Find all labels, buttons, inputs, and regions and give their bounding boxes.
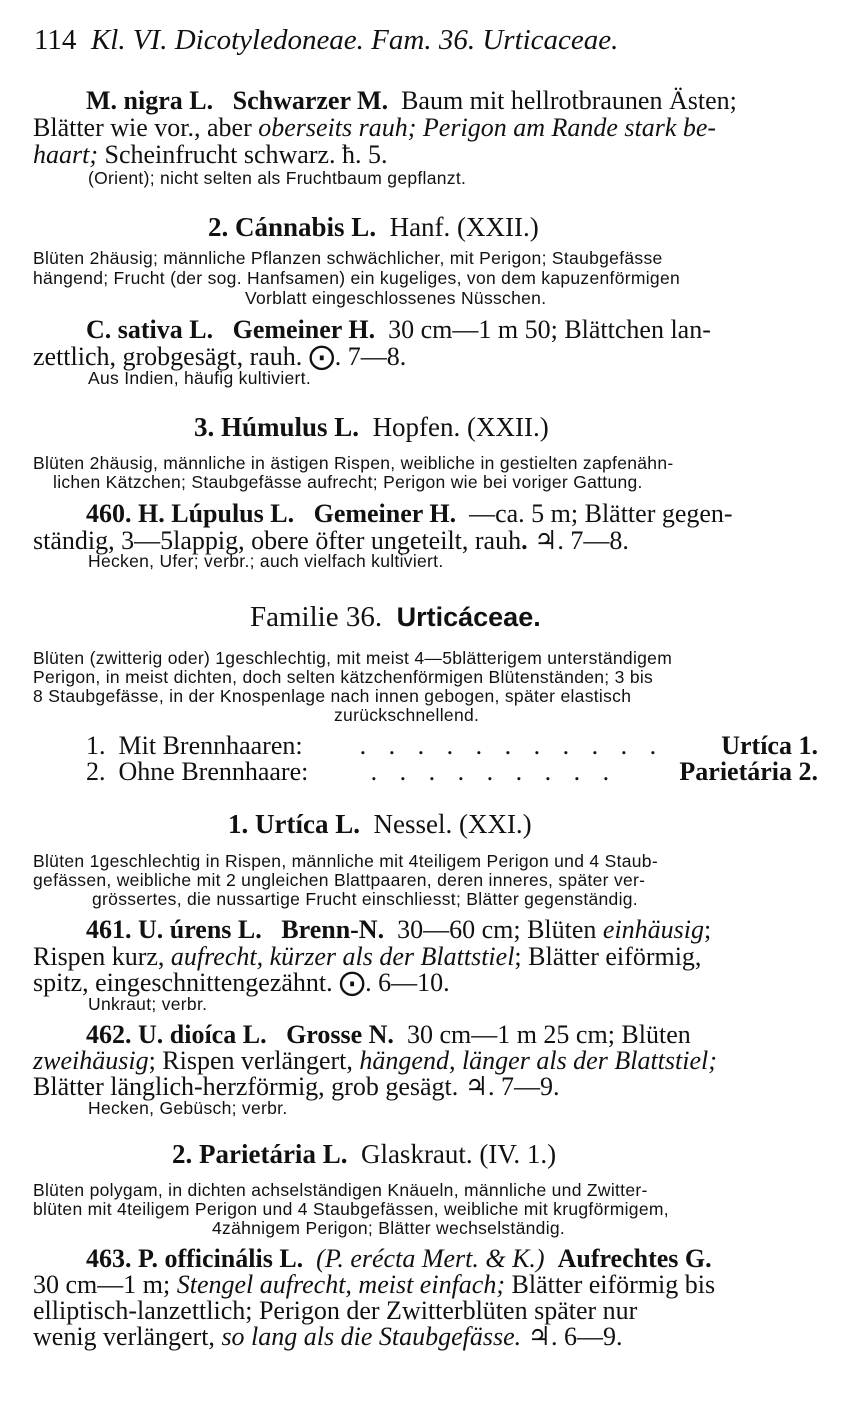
species-morus-nigra-note: (Orient); nicht selten als Fruchtbaum gepflanzt. [88, 168, 467, 188]
genus-parietaria-heading: 2. Parietária L. Glaskraut. (IV. 1.) [172, 1139, 557, 1169]
family-desc-4: zurückschnellend. [334, 705, 480, 725]
genus-cannabis-desc-3: Vorblatt eingeschlossenes Nüsschen. [245, 288, 547, 308]
species-humulus-lupulus-line2: ständig, 3—5lappig, obere öfter ungeteilt, rauh. ♃. 7—8. [33, 526, 629, 555]
key-line-1: 1. Mit Brennhaaren: . . . . . . . . . . . Urtíca 1. [86, 731, 818, 760]
species-cannabis-sativa-line1: C. sativa L. Gemeiner H. 30 cm—1 m 50; Blättchen lan- [86, 315, 711, 344]
species-cannabis-sativa-note: Aus Indien, häufig kultiviert. [88, 368, 312, 388]
genus-humulus-desc-2: lichen Kätzchen; Staubgefässe aufrecht; Perigon wie bei voriger Gattung. [53, 472, 643, 492]
family-desc-2: Perigon, in meist dichten, doch selten kätzchenförmigen Blütenständen; 3 bis [33, 667, 654, 687]
genus-urtica-desc-3: grössertes, die nussartige Frucht einschliesst; Blätter gegenständig. [92, 889, 638, 909]
species-urtica-dioica-line1: 462. U. dioíca L. Grosse N. 30 cm—1 m 25 cm; Blüten [86, 1020, 691, 1049]
genus-humulus-desc-1: Blüten 2häusig, männliche in ästigen Rispen, weibliche in gestielten zapfenähn- [33, 453, 674, 473]
page-number: 114 [34, 24, 77, 56]
species-cannabis-sativa-line2: zettlich, grobgesägt, rauh. ⨀. 7—8. [33, 342, 407, 371]
genus-cannabis-desc-1: Blüten 2häusig; männliche Pflanzen schwächlicher, mit Perigon; Staubgefässe [33, 248, 663, 268]
family-heading [250, 603, 541, 632]
family-desc-3: 8 Staubgefässe, in der Knospenlage nach innen gebogen, später elastisch [33, 686, 632, 706]
species-morus-nigra-line1: M. nigra L. Schwarzer M. Baum mit hellrotbraunen Ästen; [86, 86, 737, 115]
genus-parietaria-desc-2: blüten mit 4teiligem Perigon und 4 Staubgefässen, weibliche mit krugförmigem, [33, 1199, 669, 1219]
genus-parietaria-desc-3: 4zähnigem Perigon; Blätter wechselständig. [212, 1218, 566, 1238]
species-urtica-dioica-note: Hecken, Gebüsch; verbr. [88, 1098, 288, 1118]
genus-humulus-heading: 3. Húmulus L. Hopfen. (XXII.) [194, 412, 549, 442]
running-title: Kl. VI. Dicotyledoneae. Fam. 36. Urticaceae. [90, 24, 619, 56]
species-urtica-urens-line3: spitz, eingeschnittengezähnt. ⨀. 6—10. [33, 968, 450, 997]
key-target-urtica: Urtíca 1. [721, 731, 818, 760]
running-header [34, 26, 618, 55]
family-label: Familie 36. [250, 601, 383, 633]
species-urtica-urens-line2: Rispen kurz, aufrecht, kürzer als der Blattstiel; Blätter eiförmig, [33, 942, 702, 971]
species-parietaria-officinalis-line1: 463. P. officinális L. (P. erécta Mert. & K.) Aufrechtes G. [86, 1244, 712, 1273]
species-parietaria-officinalis-line2: 30 cm—1 m; Stengel aufrecht, meist einfach; Blätter eiförmig bis [33, 1270, 716, 1299]
genus-urtica-desc-1: Blüten 1geschlechtig in Rispen, männliche mit 4teiligem Perigon und 4 Staub- [33, 851, 658, 871]
species-urtica-urens-note: Unkraut; verbr. [88, 994, 208, 1014]
species-parietaria-officinalis-line3: elliptisch-lanzettlich; Perigon der Zwitterblüten später nur [33, 1296, 638, 1325]
species-urtica-dioica-line3: Blätter länglich-herzförmig, grob gesägt. ♃. 7—9. [33, 1072, 560, 1101]
species-urtica-dioica-line2: zweihäusig; Rispen verlängert, hängend, länger als der Blattstiel; [33, 1046, 717, 1075]
species-humulus-lupulus-note: Hecken, Ufer; verbr.; auch vielfach kultiviert. [88, 551, 444, 571]
species-morus-nigra-line3: haart; Scheinfrucht schwarz. ħ. 5. [33, 140, 388, 169]
genus-cannabis-desc-2: hängend; Frucht (der sog. Hanfsamen) ein kugeliges, von dem kapuzenförmigen [33, 268, 681, 288]
key-target-parietaria: Parietária 2. [679, 757, 818, 786]
leader-dots: . . . . . . . . . . . [359, 731, 665, 760]
species-urtica-urens-line1: 461. U. úrens L. Brenn-N. 30—60 cm; Blüten einhäusig; [86, 915, 712, 944]
genus-cannabis-heading: 2. Cánnabis L. Hanf. (XXII.) [208, 212, 539, 242]
species-parietaria-officinalis-line4: wenig verlängert, so lang als die Staubgefässe. ♃. 6—9. [33, 1322, 623, 1351]
family-desc-1: Blüten (zwitterig oder) 1geschlechtig, mit meist 4—5blätterigem unterständigem [33, 648, 673, 668]
genus-urtica-heading: 1. Urtíca L. Nessel. (XXI.) [228, 809, 532, 839]
family-name: Urticáceae. [396, 602, 541, 632]
species-morus-nigra-line2: Blätter wie vor., aber oberseits rauh; Perigon am Rande stark be- [33, 113, 717, 142]
genus-parietaria-desc-1: Blüten polygam, in dichten achselständigen Knäueln, männliche und Zwitter- [33, 1180, 648, 1200]
species-humulus-lupulus-line1: 460. H. Lúpulus L. Gemeiner H. —ca. 5 m; Blätter gegen- [86, 499, 733, 528]
genus-urtica-desc-2: gefässen, weibliche mit 2 ungleichen Blattpaaren, deren inneres, später ver- [33, 870, 646, 890]
key-line-2: 2. Ohne Brennhaare: . . . . . . . . . Parietária 2. [86, 757, 818, 786]
leader-dots: . . . . . . . . . [370, 757, 618, 786]
